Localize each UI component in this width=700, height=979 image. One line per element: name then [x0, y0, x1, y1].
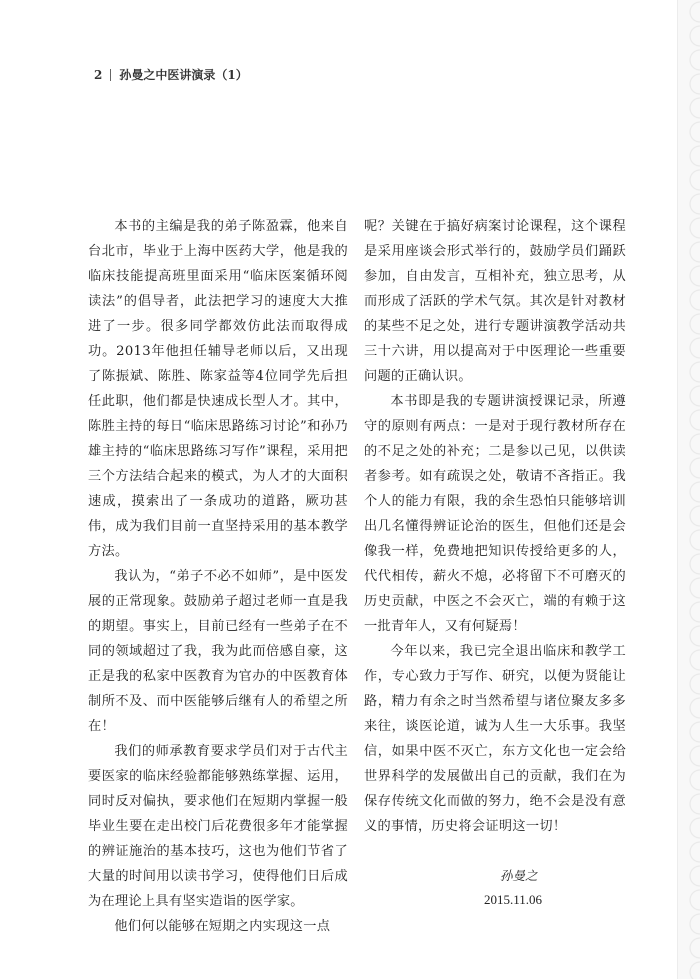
signature-date: 2015.11.06: [484, 892, 543, 907]
paragraph-continued: 呢？关键在于搞好病案讨论课程，这个课程是采用座谈会形式举行的，鼓励学员们踊跃参加，自由发言，互相补充，独立思考，从而形成了活跃的学术气氛。其次是针对教材的某些不足之处，进行专题讲演教学活动共三十六讲，用以提高对于中医理论一些重要问题的正确认识。: [364, 219, 626, 384]
paragraph: 本书的主编是我的弟子陈盈霖，他来自台北市，毕业于上海中医药大学，他是我的临床技能提高班里面采用“临床医案循环阅读法”的倡导者，此法把学习的速度大大推进了一步。很多同学都效仿此法而取得成功。2013年他担任辅导老师以后，又出现了陈振斌、陈胜、陈家益等4位同学先后担任此职，他们都是快速成长型人才。其中，陈胜主持的每日“临床思路练习讨论”和孙乃雄主持的“临床思路练习写作”课程，采用把三个方法结合起来的模式，为人才的大面积速成，摸索出了一条成功的道路，厥功甚伟，成为我们目前一直坚持采用的基本教学方法。: [88, 219, 348, 559]
paragraph: 我认为，“弟子不必不如师”，是中医发展的正常现象。鼓励弟子超过老师一直是我的期望。事实上，目前已经有一些弟子在不同的领域超过了我，我为此而倍感自豪，这正是我的私家中医教育为官办的中医教育体制所不及、而中医能够后继有人的希望之所在！: [88, 569, 348, 734]
paragraph: 我们的师承教育要求学员们对于古代主要医家的临床经验都能够熟练掌握、运用，同时反对偏执，要求他们在短期内掌握一般毕业生要在走出校门后花费很多年才能掌握的辨证施治的基本技巧，这也为他们节省了大量的时间用以读书学习，使得他们日后成为在理论上具有坚实造诣的医学家。: [88, 744, 348, 909]
author-signature: 孙曼之: [500, 868, 538, 883]
book-title: 孙曼之中医讲演录（1）: [119, 68, 248, 82]
page-number: 2: [94, 67, 103, 82]
left-column: [88, 214, 348, 939]
header-divider: [110, 69, 111, 81]
paragraph: 今年以来，我已完全退出临床和教学工作，专心致力于写作、研究，以便为贤能让路，精力有余之时当然希望与诸位聚友多多来往，谈医论道，诚为人生一大乐事。我坚信，如果中医不灭亡，东方文化也一定会给世界科学的发展做出自己的贡献，我们在为保存传统文化而做的努力，绝不会是没有意义的事情，历史将会证明这一切！: [364, 644, 626, 834]
right-column: [364, 214, 626, 839]
paragraph: 本书即是我的专题讲演授课记录，所遵守的原则有两点：一是对于现行教材所存在的不足之处的补充；二是参以己见，以供读者参考。如有疏误之处，敬请不吝指正。我个人的能力有限，我的余生恐怕只能够培训出几名懂得辨证论治的医生，但他们还是会像我一样，免费地把知识传授给更多的人，代代相传，薪火不熄，必将留下不可磨灭的历史贡献，中医之不会灭亡，端的有赖于这一批青年人，又有何疑焉！: [364, 394, 626, 634]
running-header: [94, 66, 248, 83]
decorative-page-border: [677, 0, 700, 979]
paragraph: 他们何以能够在短期之内实现这一点: [114, 919, 331, 934]
